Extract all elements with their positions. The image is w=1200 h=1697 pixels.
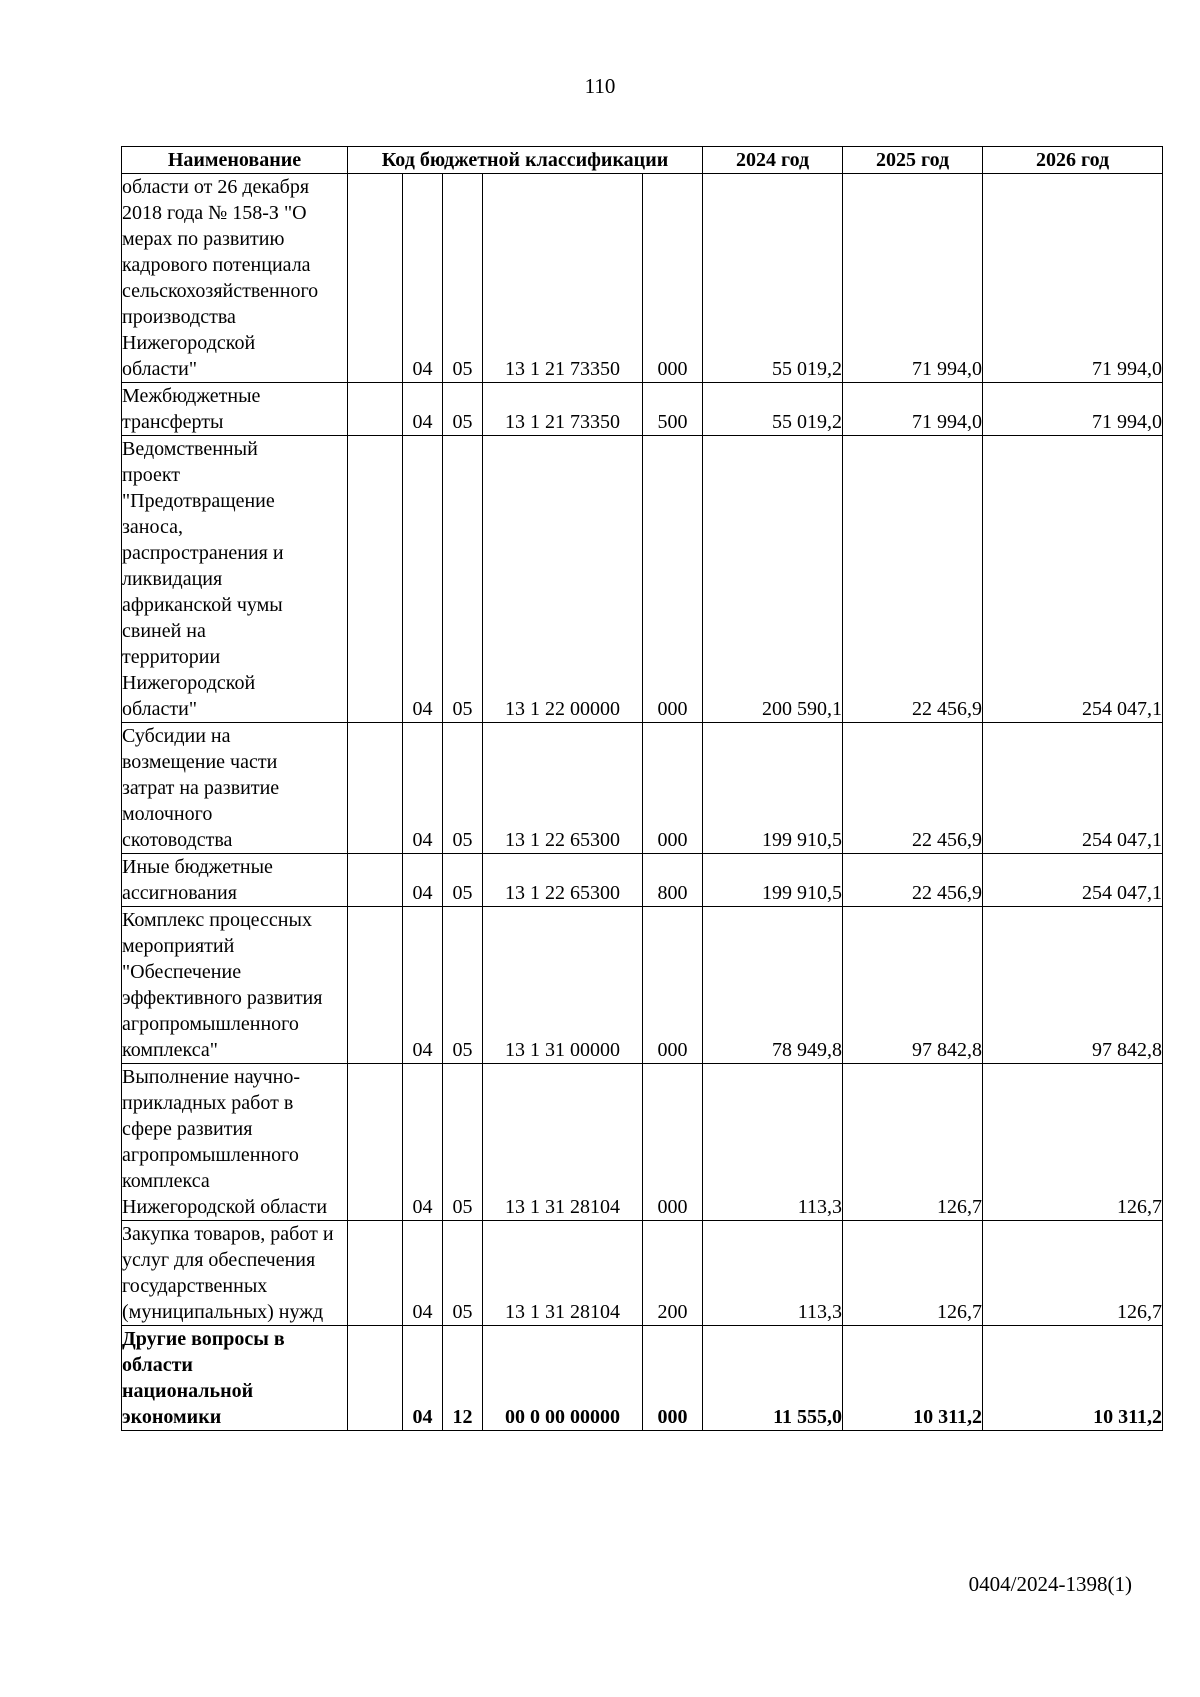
- code-subsection: 05: [443, 1221, 483, 1326]
- amount-2025: 22 456,9: [843, 436, 983, 723]
- table-row: [122, 907, 1163, 1064]
- code-subsection: 05: [443, 436, 483, 723]
- amount-2026: 126,7: [983, 1064, 1163, 1221]
- header-code: Код бюджетной классификации: [348, 147, 703, 174]
- row-name: Выполнение научно-прикладных работ в сфере развития агропромышленного комплекса Нижегородской области: [122, 1064, 348, 1221]
- code-admin: [348, 1221, 403, 1326]
- table-row: [122, 1064, 1163, 1221]
- row-name: Комплекс процессных мероприятий "Обеспечение эффективного развития агропромышленного комплекса": [122, 907, 348, 1064]
- amount-2025: 97 842,8: [843, 907, 983, 1064]
- table-row-section-total: [122, 1326, 1163, 1431]
- code-subsection: 05: [443, 907, 483, 1064]
- code-expense-type: 000: [643, 723, 703, 854]
- table-row: [122, 383, 1163, 436]
- table-row: [122, 436, 1163, 723]
- table-row: [122, 1221, 1163, 1326]
- code-expense-type: 000: [643, 1326, 703, 1431]
- code-expense-type: 000: [643, 174, 703, 383]
- code-subsection: 05: [443, 1064, 483, 1221]
- amount-2026: 10 311,2: [983, 1326, 1163, 1431]
- amount-2026: 97 842,8: [983, 907, 1163, 1064]
- code-admin: [348, 1326, 403, 1431]
- code-target: 13 1 31 00000: [483, 907, 643, 1064]
- row-name: Иные бюджетные ассигнования: [122, 854, 348, 907]
- code-section: 04: [403, 1221, 443, 1326]
- code-target: 13 1 31 28104: [483, 1064, 643, 1221]
- table-row: [122, 174, 1163, 383]
- amount-2025: 126,7: [843, 1221, 983, 1326]
- code-expense-type: 000: [643, 436, 703, 723]
- amount-2024: 199 910,5: [703, 854, 843, 907]
- code-subsection: 05: [443, 723, 483, 854]
- budget-table: [121, 146, 1163, 1431]
- code-section: 04: [403, 1326, 443, 1431]
- amount-2025: 10 311,2: [843, 1326, 983, 1431]
- amount-2026: 126,7: [983, 1221, 1163, 1326]
- row-name: Ведомственный проект "Предотвращение заноса, распространения и ликвидация африканской чумы свиней на территории Нижегородской области": [122, 436, 348, 723]
- amount-2026: 254 047,1: [983, 723, 1163, 854]
- header-name: Наименование: [122, 147, 348, 174]
- code-subsection: 05: [443, 174, 483, 383]
- document-number: 0404/2024-1398(1): [968, 1572, 1132, 1596]
- amount-2025: 22 456,9: [843, 723, 983, 854]
- code-expense-type: 500: [643, 383, 703, 436]
- amount-2024: 11 555,0: [703, 1326, 843, 1431]
- code-section: 04: [403, 1064, 443, 1221]
- header-2024: 2024 год: [703, 147, 843, 174]
- code-target: 13 1 21 73350: [483, 383, 643, 436]
- code-expense-type: 200: [643, 1221, 703, 1326]
- code-admin: [348, 174, 403, 383]
- code-expense-type: 800: [643, 854, 703, 907]
- code-section: 04: [403, 174, 443, 383]
- amount-2024: 113,3: [703, 1221, 843, 1326]
- table-header-row: [122, 147, 1163, 174]
- code-subsection: 05: [443, 383, 483, 436]
- code-section: 04: [403, 723, 443, 854]
- row-name: Закупка товаров, работ и услуг для обеспечения государственных (муниципальных) нужд: [122, 1221, 348, 1326]
- code-target: 13 1 31 28104: [483, 1221, 643, 1326]
- code-admin: [348, 723, 403, 854]
- amount-2026: 71 994,0: [983, 174, 1163, 383]
- amount-2025: 22 456,9: [843, 854, 983, 907]
- code-expense-type: 000: [643, 907, 703, 1064]
- amount-2026: 71 994,0: [983, 383, 1163, 436]
- amount-2024: 113,3: [703, 1064, 843, 1221]
- code-section: 04: [403, 854, 443, 907]
- amount-2026: 254 047,1: [983, 436, 1163, 723]
- amount-2024: 55 019,2: [703, 383, 843, 436]
- amount-2026: 254 047,1: [983, 854, 1163, 907]
- code-target: 13 1 22 65300: [483, 854, 643, 907]
- amount-2024: 199 910,5: [703, 723, 843, 854]
- row-name: Другие вопросы в области национальной экономики: [122, 1326, 348, 1431]
- amount-2025: 126,7: [843, 1064, 983, 1221]
- code-section: 04: [403, 383, 443, 436]
- table-row: [122, 854, 1163, 907]
- code-section: 04: [403, 436, 443, 723]
- code-subsection: 12: [443, 1326, 483, 1431]
- amount-2024: 78 949,8: [703, 907, 843, 1064]
- code-admin: [348, 907, 403, 1064]
- amount-2025: 71 994,0: [843, 174, 983, 383]
- code-admin: [348, 1064, 403, 1221]
- code-target: 13 1 22 65300: [483, 723, 643, 854]
- row-name: области от 26 декабря 2018 года № 158-З "О мерах по развитию кадрового потенциала сельскохозяйственного производства Нижегородской области": [122, 174, 348, 383]
- code-admin: [348, 854, 403, 907]
- amount-2024: 200 590,1: [703, 436, 843, 723]
- code-section: 04: [403, 907, 443, 1064]
- code-target: 13 1 22 00000: [483, 436, 643, 723]
- amount-2025: 71 994,0: [843, 383, 983, 436]
- amount-2024: 55 019,2: [703, 174, 843, 383]
- code-admin: [348, 436, 403, 723]
- code-subsection: 05: [443, 854, 483, 907]
- row-name: Межбюджетные трансферты: [122, 383, 348, 436]
- table-row: [122, 723, 1163, 854]
- header-2025: 2025 год: [843, 147, 983, 174]
- header-2026: 2026 год: [983, 147, 1163, 174]
- code-admin: [348, 383, 403, 436]
- code-target: 00 0 00 00000: [483, 1326, 643, 1431]
- code-expense-type: 000: [643, 1064, 703, 1221]
- code-target: 13 1 21 73350: [483, 174, 643, 383]
- row-name: Субсидии на возмещение части затрат на развитие молочного скотоводства: [122, 723, 348, 854]
- page-number: 110: [584, 74, 616, 98]
